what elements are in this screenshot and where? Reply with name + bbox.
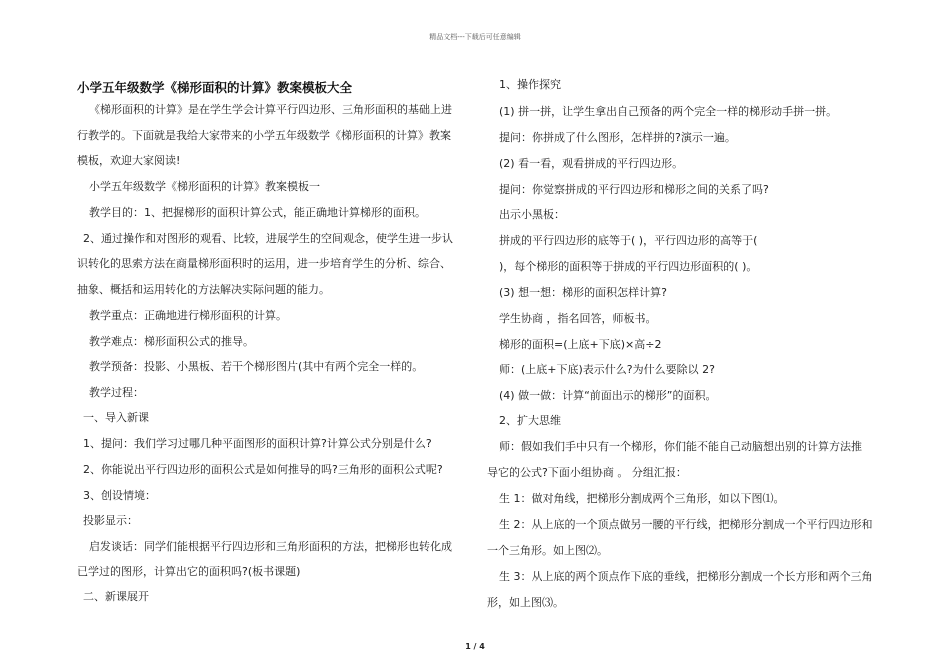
paragraph-line: 教学重点：正确地进行梯形面积的计算。 xyxy=(89,309,287,322)
paragraph-line: 拼成的平行四边形的底等于( )，平行四边形的高等于( xyxy=(499,234,758,247)
page-header: 精品文档---下载后可任意编辑 xyxy=(429,33,521,41)
paragraph-line: 形，如上图⑶。 xyxy=(487,596,564,609)
paragraph-line: (4) 做一做：计算“前面出示的梯形”的面积。 xyxy=(499,389,717,402)
paragraph-line: 梯形的面积=(上底+下底)×高÷2 xyxy=(499,338,662,351)
paragraph-line: 教学难点：梯形面积公式的推导。 xyxy=(89,335,254,348)
page-number: 1 / 4 xyxy=(465,642,485,651)
paragraph-line: 提问：你拼成了什么图形，怎样拼的?演示一遍。 xyxy=(499,131,736,144)
paragraph-line: 生 2：从上底的一个顶点做另一腰的平行线，把梯形分割成一个平行四边形和 xyxy=(499,518,873,531)
paragraph-line: 师：假如我们手中只有一个梯形，你们能不能自己动脑想出别的计算方法推 xyxy=(499,440,862,453)
paragraph-line: 1、操作探究 xyxy=(499,78,561,91)
paragraph-line: 生 3：从上底的两个顶点作下底的垂线，把梯形分割成一个长方形和两个三角 xyxy=(499,570,873,583)
paragraph-line: 学生协商 ，指名回答，师板书。 xyxy=(499,312,657,325)
paragraph-line: 投影显示： xyxy=(83,514,138,527)
paragraph-line: 启发谈话：同学们能根据平行四边形和三角形面积的方法，把梯形也转化成 xyxy=(89,540,452,553)
paragraph-line: 生 1：做对角线，把梯形分割成两个三角形，如以下图⑴。 xyxy=(499,492,785,505)
document-title: 小学五年级数学《梯形面积的计算》教案模板大全 xyxy=(77,80,353,95)
paragraph-line: 模板，欢迎大家阅读! xyxy=(77,154,181,167)
paragraph-line: 一、导入新课 xyxy=(83,411,149,424)
paragraph-line: 抽象、概括和运用转化的方法解决实际问题的能力。 xyxy=(77,283,330,296)
paragraph-line: )，每个梯形的面积等于拼成的平行四边形面积的( )。 xyxy=(499,260,758,273)
paragraph-line: 出示小黑板： xyxy=(499,208,565,221)
paragraph-line: 2、你能说出平行四边形的面积公式是如何推导的吗?三角形的面积公式呢? xyxy=(83,463,443,476)
paragraph-line: (3) 想一想：梯形的面积怎样计算? xyxy=(499,286,667,299)
paragraph-line: 小学五年级数学《梯形面积的计算》教案模板一 xyxy=(89,180,320,193)
paragraph-line: 已学过的图形，计算出它的面积吗?(板书课题) xyxy=(77,565,301,578)
paragraph-line: 导它的公式?下面小组协商 。 分组汇报： xyxy=(487,466,687,479)
paragraph-line: 一个三角形。如上图⑵。 xyxy=(487,544,608,557)
paragraph-line: 提问：你觉察拼成的平行四边形和梯形之间的关系了吗? xyxy=(499,183,769,196)
paragraph-line: 2、通过操作和对图形的观看、比较，进展学生的空间观念，使学生进一步认 xyxy=(83,232,453,245)
paragraph-line: 行教学的。下面就是我给大家带来的小学五年级数学《梯形面积的计算》教案 xyxy=(77,129,451,142)
paragraph-line: 《梯形面积的计算》是在学生学会计算平行四边形、三角形面积的基础上进 xyxy=(89,103,452,116)
paragraph-line: (2) 看一看，观看拼成的平行四边形。 xyxy=(499,157,684,170)
paragraph-line: 识转化的思索方法在商量梯形面积时的运用，进一步培育学生的分析、综合、 xyxy=(77,257,451,270)
paragraph-line: 教学过程： xyxy=(89,386,144,399)
paragraph-line: 教学预备：投影、小黑板、若干个梯形图片(其中有两个完全一样的。 xyxy=(89,360,424,373)
paragraph-line: (1) 拼一拼，让学生拿出自己预备的两个完全一样的梯形动手拼一拼。 xyxy=(499,105,838,118)
paragraph-line: 1、提问：我们学习过哪几种平面图形的面积计算?计算公式分别是什么? xyxy=(83,437,432,450)
paragraph-line: 二、新课展开 xyxy=(83,590,149,603)
paragraph-line: 师：(上底+下底)表示什么?为什么要除以 2? xyxy=(499,363,715,376)
paragraph-line: 3、创设情境： xyxy=(83,489,156,502)
paragraph-line: 教学目的：1、把握梯形的面积计算公式，能正确地计算梯形的面积。 xyxy=(89,206,426,219)
paragraph-line: 2、扩大思维 xyxy=(499,414,561,427)
